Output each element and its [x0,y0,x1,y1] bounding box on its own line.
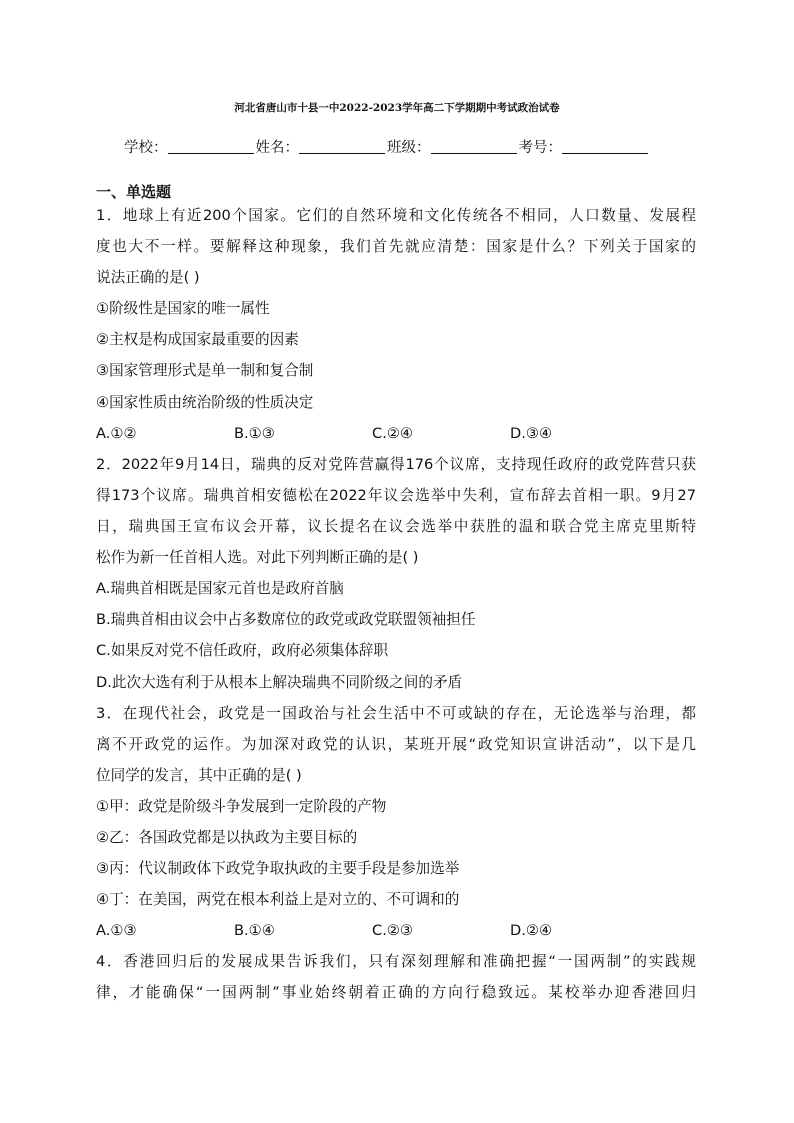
q1-item-2: ②主权是构成国家最重要的因素 [96,331,299,348]
q2-line-2: 得173个议席。瑞典首相安德松在2022年议会选举中失利，宣布辞去首相一职。9月27 [96,487,696,504]
q3-line-2: 离不开政党的运作。为加深对政党的认识，某班开展“政党知识宣讲活动”，以下是几 [96,736,696,753]
q2-line-3: 日，瑞典国王宣布议会开幕，议长提名在议会选举中获胜的温和联合党主席克里斯特 [96,518,696,535]
q1-item-3: ③国家管理形式是单一制和复合制 [96,362,314,379]
name-label: 姓名： [255,140,299,156]
q3-option-b[interactable]: B.①④ [234,922,275,939]
q3-item-3: ③丙：代议制政体下政党争取执政的主要手段是参加选举 [96,860,460,877]
q2-option-c[interactable]: C.如果反对党不信任政府，政府必须集体辞职 [96,642,389,659]
section-title: 一、单选题 [96,183,172,201]
q3-option-c[interactable]: C.②③ [372,922,413,939]
q1-item-4: ④国家性质由统治阶级的性质决定 [96,394,314,411]
school-blank[interactable] [168,139,254,154]
q3-line-1: 3．在现代社会，政党是一国政治与社会生活中不可或缺的存在，无论选举与治理，都 [96,705,696,722]
q1-option-a[interactable]: A.①② [96,425,137,442]
q2-option-a[interactable]: A.瑞典首相既是国家元首也是政府首脑 [96,580,344,597]
q2-option-d[interactable]: D.此次大选有利于从根本上解决瑞典不同阶级之间的矛盾 [96,674,463,691]
class-blank[interactable] [431,139,517,154]
school-label: 学校： [124,140,168,156]
class-label: 班级： [387,140,431,156]
q1-option-d[interactable]: D.③④ [510,425,553,442]
q3-option-a[interactable]: A.①③ [96,922,137,939]
q2-line-4: 松作为新一任首相人选。对此下列判断正确的是( ) [96,549,419,566]
q4-line-1: 4．香港回归后的发展成果告诉我们，只有深刻理解和准确把握“一国两制”的实践规 [96,953,696,970]
q1-line-3: 说法正确的是( ) [96,269,200,286]
q1-line-1: 1．地球上有近200个国家。它们的自然环境和文化传统各不相同，人口数量、发展程 [96,207,696,224]
name-blank[interactable] [299,139,385,154]
q4-line-2: 律，才能确保“一国两制”事业始终朝着正确的方向行稳致远。某校举办迎香港回归 [96,984,696,1001]
q1-line-2: 度也大不一样。要解释这种现象，我们首先就应清楚：国家是什么？下列关于国家的 [96,238,696,255]
q3-item-2: ②乙：各国政党都是以执政为主要目标的 [96,829,358,846]
q3-item-4: ④丁：在美国，两党在根本利益上是对立的、不可调和的 [96,891,460,908]
q1-item-1: ①阶级性是国家的唯一属性 [96,300,270,317]
exam-title: 河北省唐山市十县一中2022-2023学年高二下学期期中考试政治试卷 [234,102,560,114]
q3-option-d[interactable]: D.②④ [510,922,553,939]
q3-item-1: ①甲：政党是阶级斗争发展到一定阶段的产物 [96,798,387,815]
student-info-line [124,136,684,157]
q3-line-3: 位同学的发言，其中正确的是( ) [96,767,302,784]
q1-option-c[interactable]: C.②④ [372,425,413,442]
q2-line-1: 2．2022年9月14日，瑞典的反对党阵营赢得176个议席，支持现任政府的政党阵营只获 [96,456,696,473]
id-label: 考号： [518,140,562,156]
id-blank[interactable] [562,139,648,154]
q2-option-b[interactable]: B.瑞典首相由议会中占多数席位的政党或政党联盟领袖担任 [96,611,476,628]
q1-option-b[interactable]: B.①③ [234,425,275,442]
